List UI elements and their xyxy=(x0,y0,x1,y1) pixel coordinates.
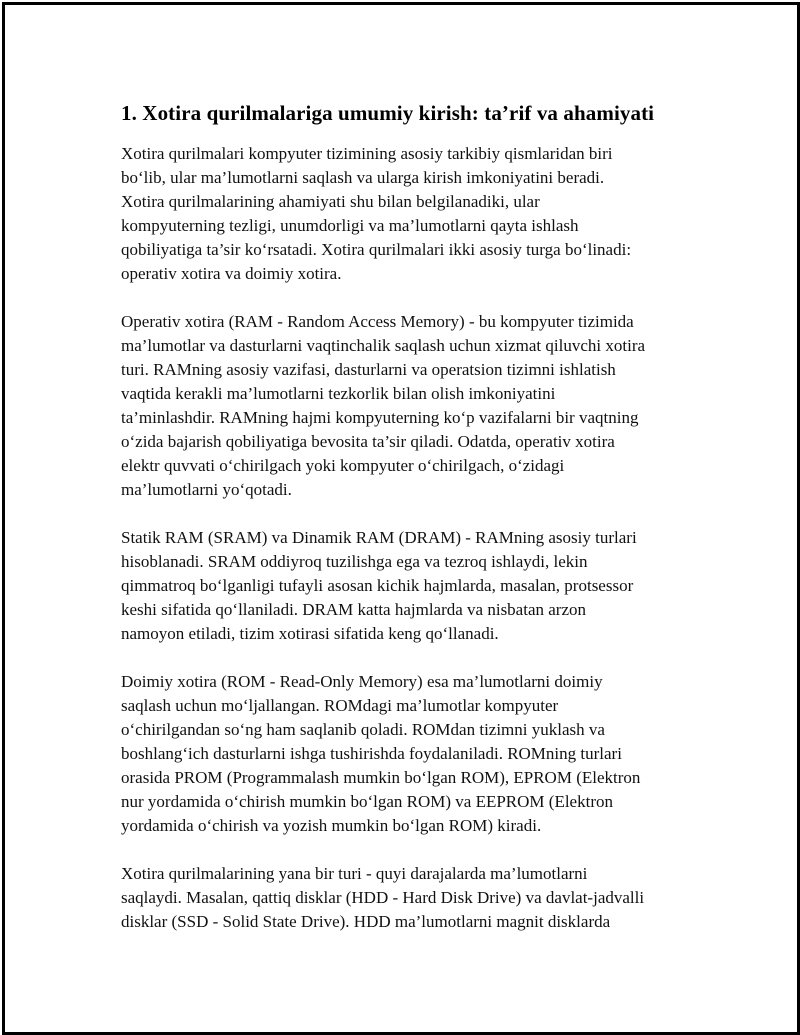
paragraph-line: nur yordamida o‘chirish mumkin bo‘lgan ROM) va EEPROM (Elektron xyxy=(121,792,613,811)
paragraph-line: boshlang‘ich dasturlarni ishga tushirishda foydalaniladi. ROMning turlari xyxy=(121,744,622,763)
paragraph-line: orasida PROM (Programmalash mumkin bo‘lgan ROM), EPROM (Elektron xyxy=(121,768,641,787)
paragraph-line: qimmatroq bo‘lganligi tufayli asosan kichik hajmlarda, masalan, protsessor xyxy=(121,576,634,595)
paragraph-line: kompyuterning tezligi, unumdorligi va ma’lumotlarni qayta ishlash xyxy=(121,216,579,235)
paragraph xyxy=(121,862,701,934)
document-body xyxy=(121,98,701,958)
page-frame xyxy=(2,2,800,1035)
paragraph-line: bo‘lib, ular ma’lumotlarni saqlash va ularga kirish imkoniyatini beradi. xyxy=(121,168,605,187)
paragraph xyxy=(121,310,701,502)
paragraph-line: Xotira qurilmalarining yana bir turi - quyi darajalarda ma’lumotlarni xyxy=(121,864,588,883)
paragraph-line: Doimiy xotira (ROM - Read-Only Memory) esa ma’lumotlarni doimiy xyxy=(121,672,603,691)
paragraph-line: o‘chirilgandan so‘ng ham saqlanib qoladi. ROMdan tizimni yuklash va xyxy=(121,720,605,739)
paragraph-line: saqlash uchun mo‘ljallangan. ROMdagi ma’lumotlar kompyuter xyxy=(121,696,559,715)
paragraph-line: Xotira qurilmalari kompyuter tizimining asosiy tarkibiy qismlaridan biri xyxy=(121,144,613,163)
section-heading: 1. Xotira qurilmalariga umumiy kirish: ta’rif va ahamiyati xyxy=(121,101,655,125)
paragraph-line: keshi sifatida qo‘llaniladi. DRAM katta hajmlarda va nisbatan arzon xyxy=(121,600,587,619)
paragraph-line: Statik RAM (SRAM) va Dinamik RAM (DRAM) - RAMning asosiy turlari xyxy=(121,528,637,547)
paragraph xyxy=(121,142,701,286)
paragraph-line: qobiliyatiga ta’sir ko‘rsatadi. Xotira qurilmalari ikki asosiy turga bo‘linadi: xyxy=(121,240,632,259)
paragraph xyxy=(121,670,701,838)
paragraph-line: operativ xotira va doimiy xotira. xyxy=(121,264,342,283)
paragraph-list xyxy=(121,142,701,934)
paragraph-line: turi. RAMning asosiy vazifasi, dasturlarni va operatsion tizimni ishlatish xyxy=(121,360,616,379)
paragraph-line: ta’minlashdir. RAMning hajmi kompyuterning ko‘p vazifalarni bir vaqtning xyxy=(121,408,639,427)
paragraph-line: yordamida o‘chirish va yozish mumkin bo‘lgan ROM) kiradi. xyxy=(121,816,542,835)
paragraph-line: Operativ xotira (RAM - Random Access Memory) - bu kompyuter tizimida xyxy=(121,312,634,331)
paragraph-line: ma’lumotlar va dasturlarni vaqtinchalik saqlash uchun xizmat qiluvchi xotira xyxy=(121,336,646,355)
paragraph-line: vaqtida kerakli ma’lumotlarni tezkorlik bilan olish imkoniyatini xyxy=(121,384,556,403)
paragraph-line: Xotira qurilmalarining ahamiyati shu bilan belgilanadiki, ular xyxy=(121,192,540,211)
paragraph-line: saqlaydi. Masalan, qattiq disklar (HDD - Hard Disk Drive) va davlat-jadvalli xyxy=(121,888,645,907)
paragraph-line: elektr quvvati o‘chirilgach yoki kompyuter o‘chirilgach, o‘zidagi xyxy=(121,456,565,475)
paragraph xyxy=(121,526,701,646)
paragraph-line: o‘zida bajarish qobiliyatiga bevosita ta’sir qiladi. Odatda, operativ xotira xyxy=(121,432,615,451)
paragraph-line: disklar (SSD - Solid State Drive). HDD ma’lumotlarni magnit disklarda xyxy=(121,912,611,931)
paragraph-line: ma’lumotlarni yo‘qotadi. xyxy=(121,480,292,499)
paragraph-line: namoyon etiladi, tizim xotirasi sifatida keng qo‘llanadi. xyxy=(121,624,499,643)
paragraph-line: hisoblanadi. SRAM oddiyroq tuzilishga ega va tezroq ishlaydi, lekin xyxy=(121,552,588,571)
